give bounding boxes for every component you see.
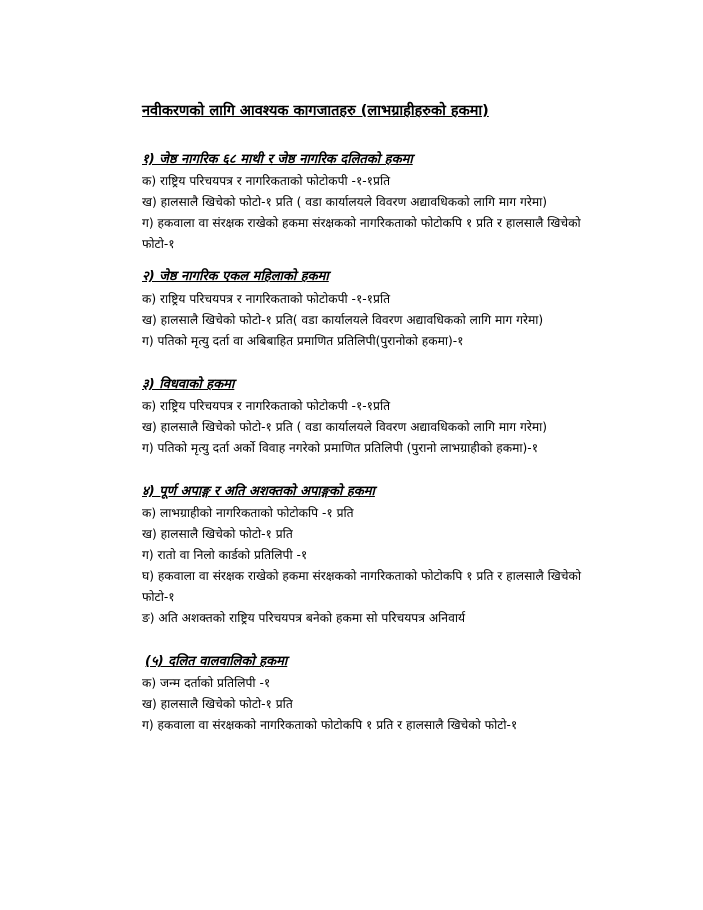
list-item: क) राष्ट्रिय परिचयपत्र र नागरिकताको फोटोकपी -१-१प्रति bbox=[142, 174, 391, 188]
list-item: ग) रातो वा निलो कार्डको प्रतिलिपी -१ bbox=[142, 548, 308, 562]
section-heading: (५) दलित वालवालिको हकमा bbox=[145, 654, 288, 669]
list-item: ख) हालसालै खिचेको फोटो-१ प्रति bbox=[142, 697, 293, 711]
document-title: नवीकरणको लागि आवश्यक कागजातहरु (लाभग्राहीहरुको हकमा) bbox=[142, 103, 489, 119]
section-heading: २) जेष्ठ नागरिक एकल महिलाको हकमा bbox=[142, 269, 329, 284]
list-item: क) राष्ट्रिय परिचयपत्र र नागरिकताको फोटोकपी -१-१प्रति bbox=[142, 292, 391, 306]
list-item: ख) हालसालै खिचेको फोटो-१ प्रति bbox=[142, 527, 293, 541]
list-item: ख) हालसालै खिचेको फोटो-१ प्रति ( वडा कार्यालयले विवरण अद्यावधिकको लागि माग गरेमा) bbox=[142, 195, 548, 209]
section-heading: ३) विधवाको हकमा bbox=[142, 377, 235, 392]
list-item: फोटो-१ bbox=[142, 237, 175, 251]
list-item: क) जन्म दर्ताको प्रतिलिपी -१ bbox=[142, 676, 271, 690]
list-item: ग) पतिको मृत्यु दर्ता वा अबिबाहित प्रमाणित प्रतिलिपी(पुरानोको हकमा)-१ bbox=[142, 334, 464, 348]
list-item: ग) हकवाला वा संरक्षक राखेको हकमा संरक्षकको नागरिकताको फोटोकपि १ प्रति र हालसालै खिचेको bbox=[142, 216, 581, 230]
list-item: ग) हकवाला वा संरक्षकको नागरिकताको फोटोकपि १ प्रति र हालसालै खिचेको फोटो-१ bbox=[142, 718, 518, 732]
list-item: घ) हकवाला वा संरक्षक राखेको हकमा संरक्षकको नागरिकताको फोटोकपि १ प्रति र हालसालै खिचेको bbox=[142, 569, 581, 583]
list-item: ङ) अति अशक्तको राष्ट्रिय परिचयपत्र बनेको हकमा सो परिचयपत्र अनिवार्य bbox=[142, 611, 466, 625]
list-item: फोटो-१ bbox=[142, 590, 175, 604]
list-item: ख) हालसालै खिचेको फोटो-१ प्रति( वडा कार्यालयले विवरण अद्यावधिकको लागि माग गरेमा) bbox=[142, 313, 544, 327]
list-item: ग) पतिको मृत्यु दर्ता अर्को विवाह नगरेको प्रमाणित प्रतिलिपी (पुरानो लाभग्राहीको हकमा)-१ bbox=[142, 441, 539, 455]
section-heading: ४) पूर्ण अपाङ्ग र अति अशक्तको अपाङ्गको हकमा bbox=[142, 484, 375, 499]
list-item: क) लाभग्राहीको नागरिकताको फोटोकपि -१ प्रति bbox=[142, 506, 354, 520]
list-item: क) राष्ट्रिय परिचयपत्र र नागरिकताको फोटोकपी -१-१प्रति bbox=[142, 399, 391, 413]
section-heading: १) जेष्ठ नागरिक ६८ माथी र जेष्ठ नागरिक दलितको हकमा bbox=[142, 152, 413, 167]
list-item: ख) हालसालै खिचेको फोटो-१ प्रति ( वडा कार्यालयले विवरण अद्यावधिकको लागि माग गरेमा) bbox=[142, 420, 548, 434]
